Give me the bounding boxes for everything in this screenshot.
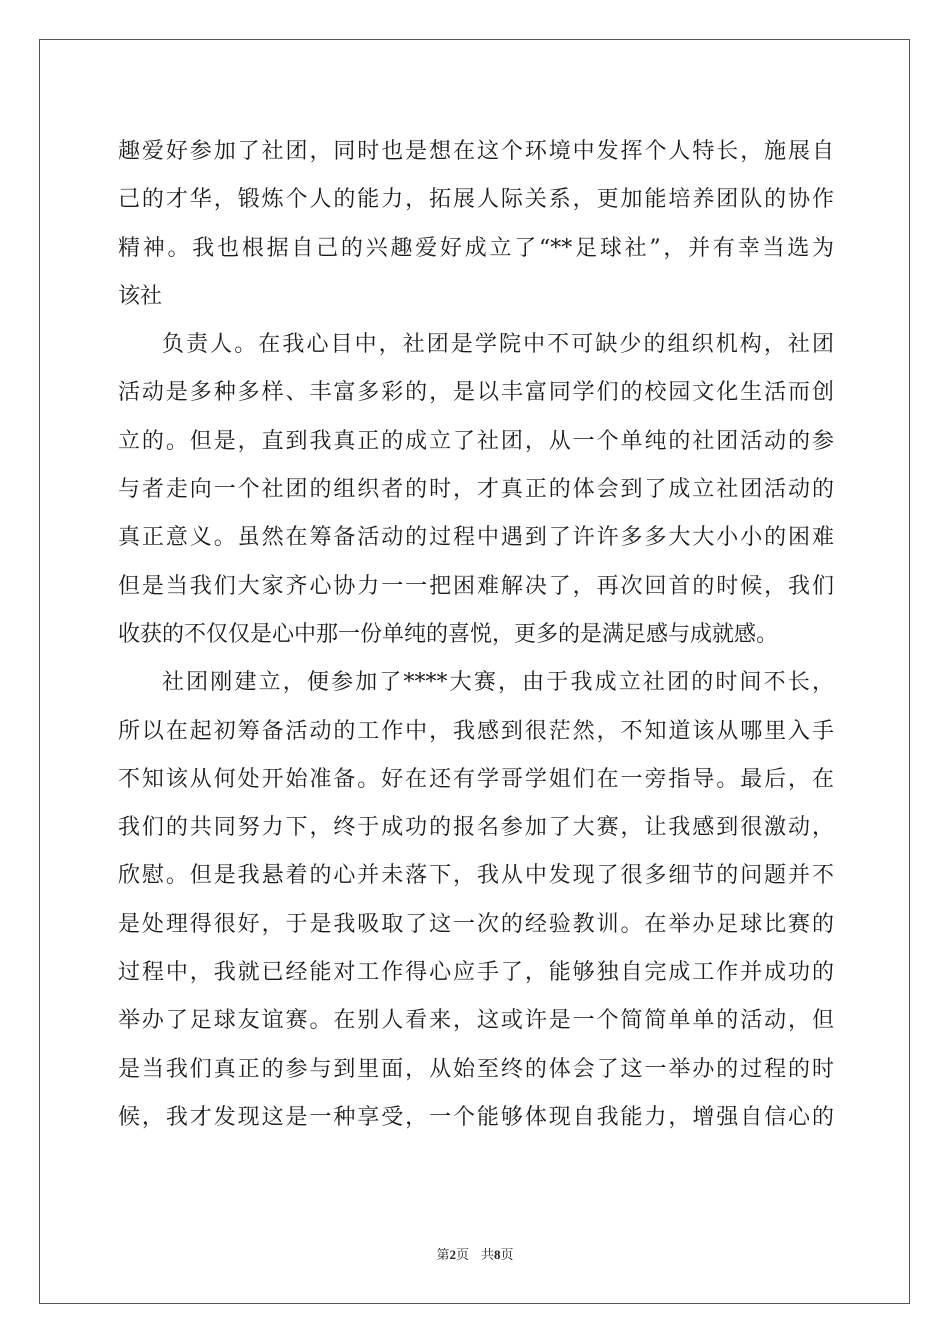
text-line: 立的。但是，直到我真正的成立了社团，从一个单纯的社团活动的参	[118, 428, 834, 454]
text-line: 精神。我也根据自己的兴趣爱好成立了“**足球社”，并有幸当选为	[118, 235, 834, 261]
footer-total-prefix: 共	[481, 1248, 495, 1263]
paragraph	[118, 659, 834, 1142]
footer-page-number: 2	[449, 1247, 456, 1262]
text-line: 欣慰。但是我悬着的心并未落下，我从中发现了很多细节的问题并不	[118, 863, 834, 889]
text-line: 真正意义。虽然在筹备活动的过程中遇到了许许多多大大小小的困难	[118, 525, 834, 551]
page-footer	[0, 1244, 950, 1263]
text-line: 收获的不仅仅是心中那一份单纯的喜悦，更多的是满足感与成就感。	[118, 621, 779, 647]
paragraph	[118, 128, 834, 321]
text-line: 该社	[118, 283, 163, 309]
text-line: 但是当我们大家齐心协力一一把困难解决了，再次回首的时候，我们	[118, 573, 834, 599]
text-line: 我们的共同努力下，终于成功的报名参加了大赛，让我感到很激动，	[118, 815, 834, 841]
text-line: 与者走向一个社团的组织者的时，才真正的体会到了成立社团活动的	[118, 477, 834, 503]
text-line: 不知该从何处开始准备。好在还有学哥学姐们在一旁指导。最后，在	[118, 766, 834, 792]
footer-total-pages: 8	[494, 1247, 501, 1262]
text-line: 举办了足球友谊赛。在别人看来，这或许是一个简简单单的活动，但	[118, 1008, 834, 1034]
text-line: 是处理得很好，于是我吸取了这一次的经验教训。在举办足球比赛的	[118, 911, 834, 937]
text-line: 是当我们真正的参与到里面，从始至终的体会了这一举办的过程的时	[118, 1056, 834, 1082]
footer-total-suffix: 页	[500, 1248, 514, 1263]
paragraph	[118, 321, 834, 659]
text-line: 己的才华，锻炼个人的能力，拓展人际关系，更加能培养团队的协作	[118, 187, 834, 213]
document-body	[118, 128, 834, 1142]
footer-page-suffix: 页	[455, 1248, 469, 1263]
text-line: 候，我才发现这是一种享受，一个能够体现自我能力，增强自信心的	[118, 1104, 834, 1130]
text-line: 社团刚建立，便参加了****大赛，由于我成立社团的时间不长，	[162, 670, 834, 696]
text-line: 趣爱好参加了社团，同时也是想在这个环境中发挥个人特长，施展自	[118, 139, 834, 164]
footer-page-prefix: 第	[436, 1248, 450, 1263]
text-line: 活动是多种多样、丰富多彩的，是以丰富同学们的校园文化生活而创	[118, 380, 834, 406]
text-line: 负责人。在我心目中，社团是学院中不可缺少的组织机构，社团	[162, 332, 834, 358]
text-line: 过程中，我就已经能对工作得心应手了，能够独自完成工作并成功的	[118, 960, 834, 986]
text-line: 所以在起初筹备活动的工作中，我感到很茫然，不知道该从哪里入手	[118, 718, 834, 744]
